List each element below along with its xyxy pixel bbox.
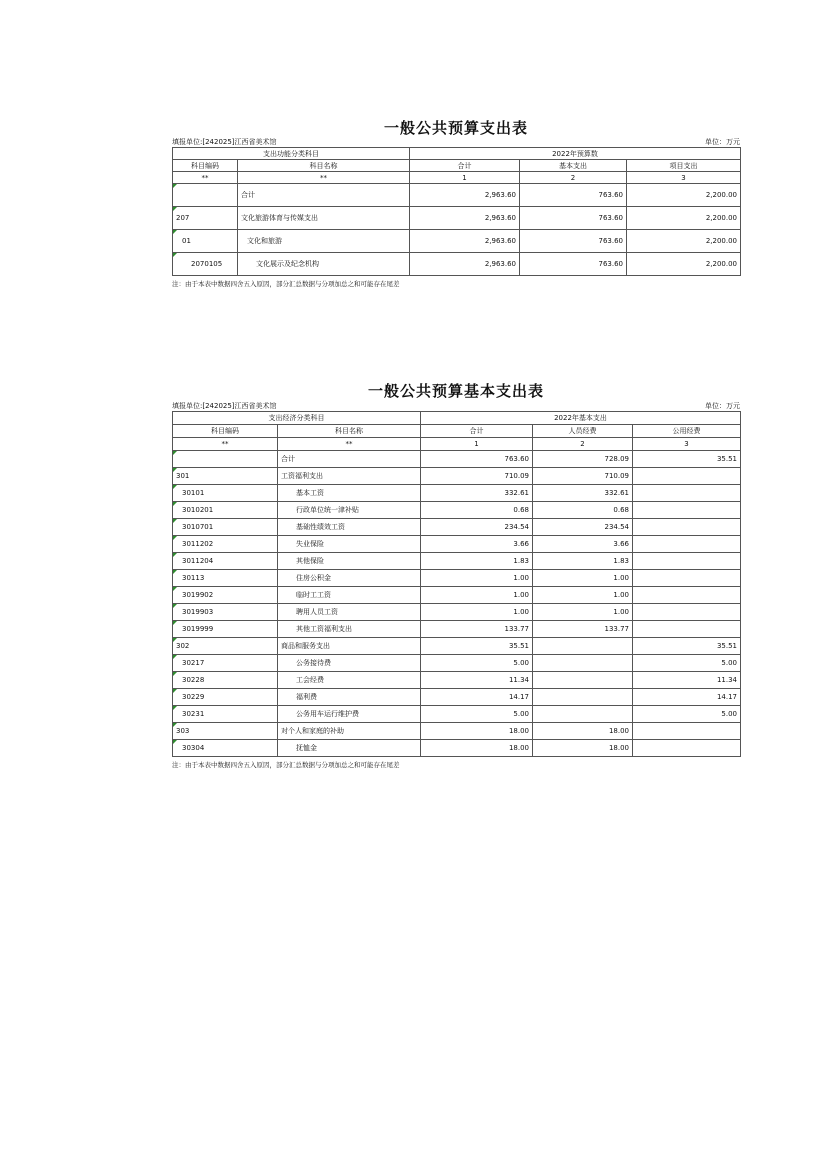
table1-meta [172, 138, 740, 147]
row-total: 2,963.60 [410, 253, 520, 276]
row-total: 18.00 [421, 723, 533, 740]
table-row [173, 638, 741, 655]
table1-index-3: 3 [627, 172, 741, 184]
table1-index-1: 1 [410, 172, 520, 184]
table-row [173, 253, 741, 276]
row-total: 14.17 [421, 689, 533, 706]
row-code [173, 184, 238, 207]
row-total: 2,963.60 [410, 207, 520, 230]
table-row [173, 519, 741, 536]
table2-meta [172, 402, 740, 411]
row-personnel: 1.00 [533, 570, 633, 587]
row-name: 其他保险 [278, 553, 421, 570]
row-personnel: 133.77 [533, 621, 633, 638]
row-code: 303 [173, 723, 278, 740]
table1-title: 一般公共预算支出表 [383, 119, 528, 137]
row-public [633, 570, 741, 587]
row-personnel: 710.09 [533, 468, 633, 485]
row-name: 公务用车运行维护费 [278, 706, 421, 723]
row-public [633, 536, 741, 553]
row-public [633, 587, 741, 604]
table-row [173, 230, 741, 253]
row-personnel [533, 655, 633, 672]
row-public [633, 740, 741, 757]
table1-col-name: 科目名称 [238, 160, 410, 172]
row-code: 01 [173, 230, 238, 253]
table-row [173, 655, 741, 672]
row-public [633, 502, 741, 519]
row-public [633, 604, 741, 621]
row-personnel: 728.09 [533, 451, 633, 468]
table1-unit-measure: 单位：万元 [705, 138, 740, 146]
row-code [173, 451, 278, 468]
table2-index-name: ** [278, 438, 421, 451]
row-code: 301 [173, 468, 278, 485]
row-basic: 763.60 [520, 184, 627, 207]
row-total: 133.77 [421, 621, 533, 638]
row-public: 5.00 [633, 706, 741, 723]
row-code: 3019902 [173, 587, 278, 604]
table2-note: 注：由于本表中数据四舍五入原因，部分汇总数据与分项加总之和可能存在尾差 [172, 761, 400, 769]
row-public [633, 723, 741, 740]
row-total: 0.68 [421, 502, 533, 519]
table1-index-code: ** [173, 172, 238, 184]
table-row [173, 485, 741, 502]
row-code: 3019999 [173, 621, 278, 638]
row-code: 30228 [173, 672, 278, 689]
row-code: 30229 [173, 689, 278, 706]
table2-column-header-row [173, 425, 741, 438]
table2-group-left: 支出经济分类科目 [173, 412, 421, 425]
table2-index-row [173, 438, 741, 451]
row-name: 公务接待费 [278, 655, 421, 672]
row-total: 18.00 [421, 740, 533, 757]
row-name: 文化展示及纪念机构 [238, 253, 410, 276]
row-name: 工会经费 [278, 672, 421, 689]
table-row [173, 740, 741, 757]
row-personnel [533, 689, 633, 706]
table1-index-row [173, 172, 741, 184]
row-project: 2,200.00 [627, 184, 741, 207]
row-total: 3.66 [421, 536, 533, 553]
table-row [173, 723, 741, 740]
row-total: 763.60 [421, 451, 533, 468]
row-code: 30304 [173, 740, 278, 757]
row-project: 2,200.00 [627, 230, 741, 253]
table1 [172, 147, 741, 276]
row-personnel: 1.00 [533, 587, 633, 604]
table2-col-name: 科目名称 [278, 425, 421, 438]
table2-group-header-row [173, 412, 741, 425]
row-code: 30217 [173, 655, 278, 672]
row-code: 3011204 [173, 553, 278, 570]
row-personnel: 0.68 [533, 502, 633, 519]
table2-index-1: 1 [421, 438, 533, 451]
row-public [633, 553, 741, 570]
table-row [173, 536, 741, 553]
row-public [633, 519, 741, 536]
row-personnel: 18.00 [533, 740, 633, 757]
table1-group-right: 2022年预算数 [410, 148, 741, 160]
table-row [173, 570, 741, 587]
row-name: 福利费 [278, 689, 421, 706]
row-total: 2,963.60 [410, 184, 520, 207]
row-total: 5.00 [421, 655, 533, 672]
row-personnel: 332.61 [533, 485, 633, 502]
row-personnel: 18.00 [533, 723, 633, 740]
table-row [173, 689, 741, 706]
row-public [633, 621, 741, 638]
row-name: 工资福利支出 [278, 468, 421, 485]
table1-column-header-row [173, 160, 741, 172]
row-public: 5.00 [633, 655, 741, 672]
row-name: 合计 [238, 184, 410, 207]
row-name: 文化和旅游 [238, 230, 410, 253]
row-code: 3019903 [173, 604, 278, 621]
row-code: 30231 [173, 706, 278, 723]
row-personnel: 1.83 [533, 553, 633, 570]
row-public [633, 485, 741, 502]
row-name: 基础性绩效工资 [278, 519, 421, 536]
table2-group-right: 2022年基本支出 [421, 412, 741, 425]
row-public: 35.51 [633, 638, 741, 655]
table1-col-total: 合计 [410, 160, 520, 172]
row-name: 其他工资福利支出 [278, 621, 421, 638]
row-code: 30101 [173, 485, 278, 502]
row-name: 合计 [278, 451, 421, 468]
table2-unit-measure: 单位：万元 [705, 402, 740, 410]
row-total: 1.00 [421, 570, 533, 587]
table2-reporting-unit: 填报单位:[242025]江西省美术馆 [172, 402, 277, 410]
row-total: 35.51 [421, 638, 533, 655]
table2 [172, 411, 741, 757]
table-row [173, 451, 741, 468]
table1-index-name: ** [238, 172, 410, 184]
table1-col-code: 科目编码 [173, 160, 238, 172]
table2-title: 一般公共预算基本支出表 [367, 382, 544, 400]
row-total: 332.61 [421, 485, 533, 502]
table-row [173, 207, 741, 230]
table1-note: 注：由于本表中数据四舍五入原因，部分汇总数据与分项加总之和可能存在尾差 [172, 280, 400, 288]
table1-group-left: 支出功能分类科目 [173, 148, 410, 160]
general-budget-basic-expenditure-section [172, 380, 740, 769]
row-name: 基本工资 [278, 485, 421, 502]
row-personnel [533, 638, 633, 655]
row-total: 5.00 [421, 706, 533, 723]
row-code: 2070105 [173, 253, 238, 276]
row-project: 2,200.00 [627, 253, 741, 276]
row-total: 1.83 [421, 553, 533, 570]
table1-group-header-row [173, 148, 741, 160]
row-name: 住房公积金 [278, 570, 421, 587]
row-code: 30113 [173, 570, 278, 587]
table1-col-project: 项目支出 [627, 160, 741, 172]
table2-col-public: 公用经费 [633, 425, 741, 438]
table1-index-2: 2 [520, 172, 627, 184]
table-row [173, 502, 741, 519]
table1-reporting-unit: 填报单位:[242025]江西省美术馆 [172, 138, 277, 146]
row-name: 商品和服务支出 [278, 638, 421, 655]
row-basic: 763.60 [520, 253, 627, 276]
row-public [633, 468, 741, 485]
row-basic: 763.60 [520, 207, 627, 230]
table1-col-basic: 基本支出 [520, 160, 627, 172]
row-total: 1.00 [421, 587, 533, 604]
table-row [173, 604, 741, 621]
row-name: 行政单位统一津补贴 [278, 502, 421, 519]
row-name: 聘用人员工资 [278, 604, 421, 621]
row-personnel [533, 706, 633, 723]
row-public: 14.17 [633, 689, 741, 706]
row-basic: 763.60 [520, 230, 627, 253]
row-public: 11.34 [633, 672, 741, 689]
row-name: 抚恤金 [278, 740, 421, 757]
table2-index-3: 3 [633, 438, 741, 451]
row-name: 临时工工资 [278, 587, 421, 604]
table-row [173, 587, 741, 604]
row-personnel: 3.66 [533, 536, 633, 553]
row-code: 302 [173, 638, 278, 655]
table-row [173, 706, 741, 723]
table-row [173, 553, 741, 570]
row-name: 文化旅游体育与传媒支出 [238, 207, 410, 230]
row-project: 2,200.00 [627, 207, 741, 230]
row-personnel: 1.00 [533, 604, 633, 621]
row-total: 234.54 [421, 519, 533, 536]
table2-col-code: 科目编码 [173, 425, 278, 438]
table2-index-code: ** [173, 438, 278, 451]
table-row [173, 672, 741, 689]
table2-index-2: 2 [533, 438, 633, 451]
row-total: 11.34 [421, 672, 533, 689]
table-row [173, 468, 741, 485]
row-name: 对个人和家庭的补助 [278, 723, 421, 740]
row-personnel [533, 672, 633, 689]
table-row [173, 621, 741, 638]
row-total: 1.00 [421, 604, 533, 621]
row-code: 207 [173, 207, 238, 230]
row-public: 35.51 [633, 451, 741, 468]
table-row [173, 184, 741, 207]
row-code: 3011202 [173, 536, 278, 553]
row-total: 2,963.60 [410, 230, 520, 253]
row-code: 3010201 [173, 502, 278, 519]
table2-col-total: 合计 [421, 425, 533, 438]
row-name: 失业保险 [278, 536, 421, 553]
general-budget-expenditure-section [172, 118, 740, 288]
row-personnel: 234.54 [533, 519, 633, 536]
table2-col-personnel: 人员经费 [533, 425, 633, 438]
row-code: 3010701 [173, 519, 278, 536]
row-total: 710.09 [421, 468, 533, 485]
